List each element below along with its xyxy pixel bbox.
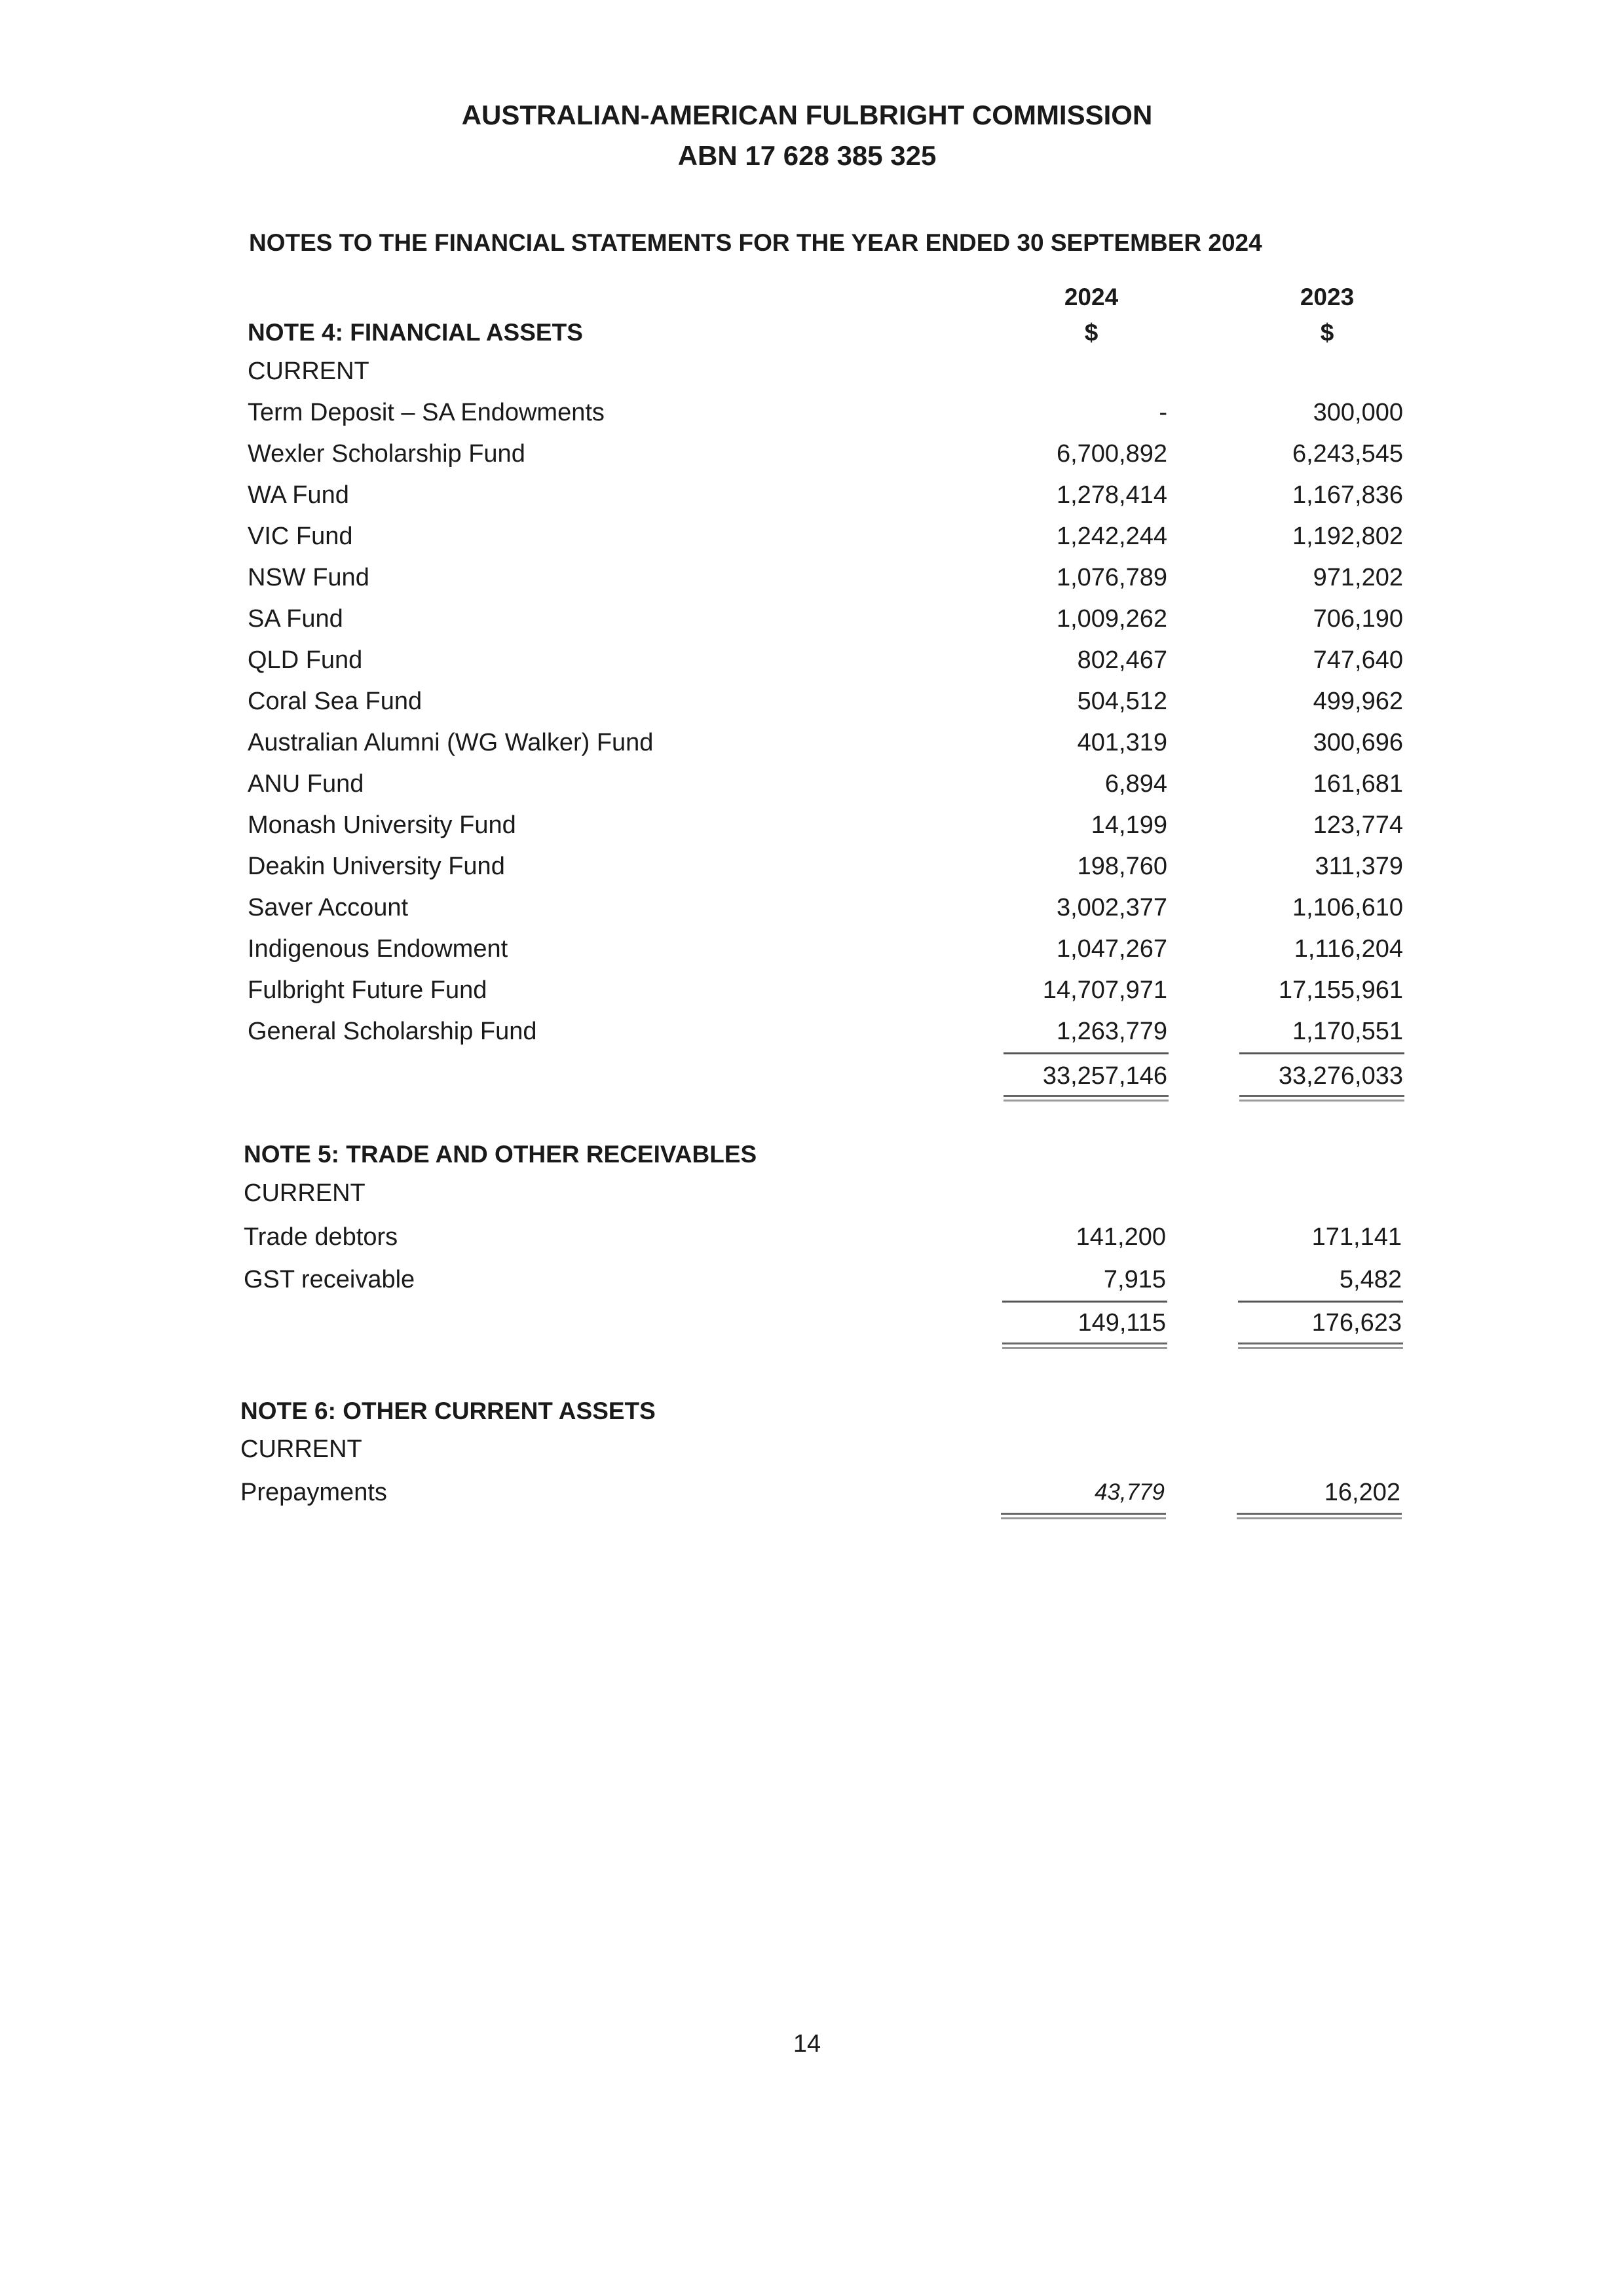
organisation-name: AUSTRALIAN-AMERICAN FULBRIGHT COMMISSION [461, 100, 1153, 130]
total-double-rule-2023 [1238, 1342, 1403, 1349]
document-title: NOTES TO THE FINANCIAL STATEMENTS FOR THE YEAR ENDED 30 SEPTEMBER 2024 [249, 229, 1262, 256]
row-label: Term Deposit – SA Endowments [248, 399, 605, 426]
row-label: Prepayments [240, 1479, 387, 1506]
value-2023: 1,106,610 [1292, 894, 1403, 921]
total-2024: 33,257,146 [1042, 1062, 1167, 1090]
value-2023: 1,167,836 [1292, 481, 1403, 509]
row-label: Monash University Fund [248, 811, 516, 839]
table-row [0, 561, 1614, 594]
row-label: Trade debtors [244, 1223, 398, 1251]
value-2023: 6,243,545 [1292, 440, 1403, 468]
row-label: GST receivable [244, 1266, 415, 1293]
value-2023: 16,202 [1324, 1479, 1400, 1506]
table-row [0, 1476, 1614, 1509]
value-2024: 14,707,971 [1042, 976, 1167, 1004]
value-2023: 499,962 [1313, 688, 1403, 715]
value-2024: 1,047,267 [1056, 935, 1167, 963]
table-row [0, 768, 1614, 800]
table-row [0, 850, 1614, 883]
row-label: VIC Fund [248, 523, 353, 550]
total-double-rule-2024 [1004, 1095, 1169, 1102]
value-2024: 504,512 [1077, 688, 1167, 715]
table-row [0, 1221, 1614, 1253]
value-2023: 171,141 [1311, 1223, 1402, 1251]
note4-title: NOTE 4: FINANCIAL ASSETS [248, 319, 583, 346]
value-2023: 706,190 [1313, 605, 1403, 633]
value-2024: 43,779 [1094, 1479, 1165, 1505]
value-2023: 1,192,802 [1292, 523, 1403, 550]
row-label: Fulbright Future Fund [248, 976, 487, 1004]
row-label: Saver Account [248, 894, 409, 921]
table-row [0, 1015, 1614, 1048]
total-double-rule-2023 [1237, 1513, 1402, 1519]
table-row [0, 1263, 1614, 1296]
value-2024: 1,076,789 [1056, 564, 1167, 591]
value-2023: 161,681 [1313, 770, 1403, 798]
table-row [0, 479, 1614, 511]
value-2024: 198,760 [1077, 853, 1167, 880]
value-2024: 6,700,892 [1056, 440, 1167, 468]
column-unit-2023: $ [1320, 319, 1334, 346]
subtotal-rule-2024 [1004, 1052, 1169, 1054]
table-row [0, 891, 1614, 924]
value-2023: 1,170,551 [1292, 1018, 1403, 1045]
total-row [0, 1060, 1614, 1092]
total-2023: 176,623 [1311, 1309, 1402, 1337]
total-row [0, 1306, 1614, 1339]
table-row [0, 520, 1614, 553]
total-2024: 149,115 [1078, 1309, 1166, 1337]
row-label: SA Fund [248, 605, 343, 633]
value-2024: 141,200 [1076, 1223, 1166, 1251]
row-label: Wexler Scholarship Fund [248, 440, 525, 468]
table-row [0, 602, 1614, 635]
note5-title: NOTE 5: TRADE AND OTHER RECEIVABLES [244, 1141, 757, 1168]
row-label: NSW Fund [248, 564, 369, 591]
value-2024: - [1159, 399, 1167, 426]
subtotal-rule-2023 [1238, 1301, 1403, 1303]
value-2024: 3,002,377 [1056, 894, 1167, 921]
value-2023: 300,000 [1313, 399, 1403, 426]
value-2023: 971,202 [1313, 564, 1403, 591]
column-year-2024: 2024 [1064, 284, 1119, 310]
value-2024: 1,009,262 [1056, 605, 1167, 633]
note5-subtitle: CURRENT [244, 1179, 366, 1207]
abn-number: ABN 17 628 385 325 [677, 140, 937, 171]
note6-title: NOTE 6: OTHER CURRENT ASSETS [240, 1398, 656, 1424]
value-2024: 1,263,779 [1056, 1018, 1167, 1045]
subtotal-rule-2024 [1002, 1301, 1167, 1303]
subtotal-rule-2023 [1239, 1052, 1404, 1054]
value-2023: 300,696 [1313, 729, 1403, 756]
value-2023: 311,379 [1315, 853, 1403, 880]
value-2023: 123,774 [1313, 811, 1403, 839]
row-label: Coral Sea Fund [248, 688, 422, 715]
note4-subtitle: CURRENT [248, 358, 369, 385]
table-row [0, 974, 1614, 1007]
table-row [0, 437, 1614, 470]
row-label: Indigenous Endowment [248, 935, 508, 963]
table-row [0, 644, 1614, 676]
value-2024: 401,319 [1077, 729, 1167, 756]
table-row [0, 396, 1614, 429]
column-unit-2024: $ [1084, 319, 1098, 346]
note6-subtitle: CURRENT [240, 1435, 362, 1463]
value-2024: 6,894 [1104, 770, 1167, 798]
row-label: WA Fund [248, 481, 349, 509]
table-row [0, 809, 1614, 842]
value-2023: 5,482 [1339, 1266, 1402, 1293]
table-row [0, 685, 1614, 718]
value-2024: 14,199 [1091, 811, 1167, 839]
row-label: ANU Fund [248, 770, 364, 798]
row-label: QLD Fund [248, 646, 363, 674]
value-2024: 1,242,244 [1056, 523, 1167, 550]
total-double-rule-2023 [1239, 1095, 1404, 1102]
total-double-rule-2024 [1002, 1342, 1167, 1349]
value-2024: 7,915 [1103, 1266, 1166, 1293]
value-2023: 1,116,204 [1294, 935, 1403, 963]
row-label: Deakin University Fund [248, 853, 505, 880]
row-label: Australian Alumni (WG Walker) Fund [248, 729, 654, 756]
table-row [0, 726, 1614, 759]
row-label: General Scholarship Fund [248, 1018, 537, 1045]
page-number: 14 [793, 2030, 821, 2058]
table-row [0, 933, 1614, 965]
value-2024: 1,278,414 [1056, 481, 1167, 509]
total-double-rule-2024 [1001, 1513, 1166, 1519]
value-2023: 17,155,961 [1278, 976, 1403, 1004]
value-2024: 802,467 [1077, 646, 1167, 674]
total-2023: 33,276,033 [1278, 1062, 1403, 1090]
column-year-2023: 2023 [1300, 284, 1355, 310]
value-2023: 747,640 [1313, 646, 1403, 674]
